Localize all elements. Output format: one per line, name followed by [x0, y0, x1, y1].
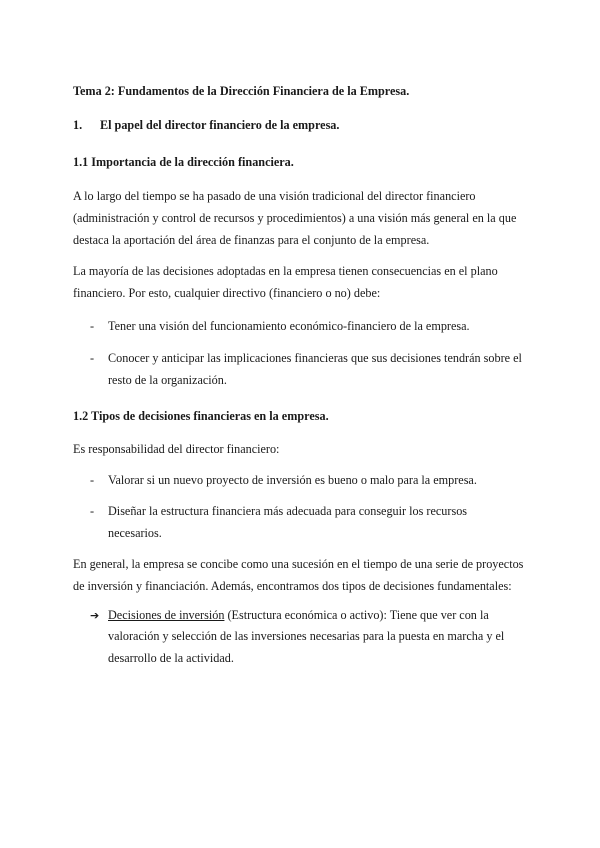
section-1-number: 1. — [73, 118, 83, 132]
arrow-item-term: Decisiones de inversión — [108, 608, 225, 622]
bullet-dash: - — [90, 351, 95, 365]
document-title: Tema 2: Fundamentos de la Dirección Financiera de la Empresa. — [73, 84, 410, 98]
bullet-text: Diseñar la estructura financiera más adecuada para conseguir los recursos — [108, 504, 468, 518]
bullet-dash: - — [90, 504, 95, 518]
arrow-item-line-1 — [108, 608, 489, 623]
paragraph-line: En general, la empresa se concibe como una sucesión en el tiempo de una serie de proyectos — [73, 557, 524, 571]
bullet-text: resto de la organización. — [108, 373, 227, 387]
subsection-1-1-heading: 1.1 Importancia de la dirección financiera. — [73, 155, 294, 169]
bullet-text: Valorar si un nuevo proyecto de inversión es bueno o malo para la empresa. — [108, 473, 477, 487]
paragraph-line: financiero. Por esto, cualquier directivo (financiero o no) debe: — [73, 286, 381, 300]
arrow-item-rest: (Estructura económica o activo): Tiene que ver con la — [224, 608, 489, 622]
section-1-heading: El papel del director financiero de la empresa. — [100, 118, 340, 132]
paragraph-line: A lo largo del tiempo se ha pasado de una visión tradicional del director financiero — [73, 189, 476, 203]
paragraph-line: destaca la aportación del área de finanzas para el conjunto de la empresa. — [73, 233, 430, 247]
bullet-text: necesarios. — [108, 526, 162, 540]
bullet-text: Conocer y anticipar las implicaciones financieras que sus decisiones tendrán sobre el — [108, 351, 522, 365]
bullet-text: Tener una visión del funcionamiento económico-financiero de la empresa. — [108, 319, 470, 333]
arrow-item-line-2: valoración y selección de las inversiones necesarias para la puesta en marcha y el — [108, 629, 505, 643]
bullet-dash: - — [90, 319, 95, 333]
bullet-dash: - — [90, 473, 95, 487]
paragraph-line: (administración y control de recursos y procedimientos) a una visión más general en la que — [73, 211, 517, 225]
paragraph-line: de inversión y financiación. Además, encontramos dos tipos de decisiones fundamentales: — [73, 579, 512, 593]
arrow-bullet-icon: ➔ — [90, 609, 100, 622]
arrow-item-line-3: desarrollo de la actividad. — [108, 651, 234, 665]
subsection-1-2-heading: 1.2 Tipos de decisiones financieras en la empresa. — [73, 409, 329, 423]
paragraph-line: Es responsabilidad del director financiero: — [73, 442, 280, 456]
paragraph-line: La mayoría de las decisiones adoptadas en la empresa tienen consecuencias en el plano — [73, 264, 498, 278]
